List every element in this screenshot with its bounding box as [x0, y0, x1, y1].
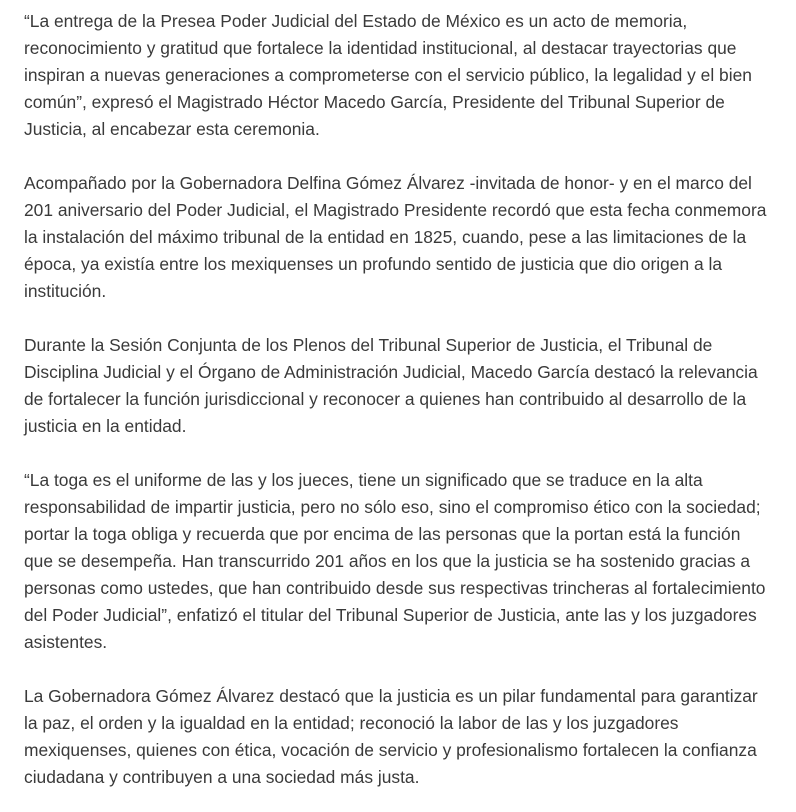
article-paragraph: “La toga es el uniforme de las y los jueces, tiene un significado que se traduce en la alta responsabilidad de impartir justicia, pero no sólo eso, sino el compromiso ético con la sociedad; portar la toga obliga y recuerda que por encima de las personas que la portan está la función que se desempeña. Han transcurrido 201 años en los que la justicia se ha sostenido gracias a personas como ustedes, que han contribuido desde sus respectivas trincheras al fortalecimiento del Poder Judicial”, enfatizó el titular del Tribunal Superior de Justicia, ante las y los juzgadores asistentes.	[24, 470, 766, 652]
article-paragraph: La Gobernadora Gómez Álvarez destacó que la justicia es un pilar fundamental para garantizar la paz, el orden y la igualdad en la entidad; reconoció la labor de las y los juzgadores mexiquenses, quienes con ética, vocación de servicio y profesionalismo fortalecen la confianza ciudadana y contribuyen a una sociedad más justa.	[24, 686, 758, 787]
article-paragraph: Durante la Sesión Conjunta de los Plenos del Tribunal Superior de Justicia, el Tribunal de Disciplina Judicial y el Órgano de Administración Judicial, Macedo García destacó la relevancia de fortalecer la función jurisdiccional y reconocer a quienes han contribuido al desarrollo de la justicia en la entidad.	[24, 335, 758, 436]
article-paragraph: Acompañado por la Gobernadora Delfina Gómez Álvarez -invitada de honor- y en el marco del 201 aniversario del Poder Judicial, el Magistrado Presidente recordó que esta fecha conmemora la instalación del máximo tribunal de la entidad en 1825, cuando, pese a las limitaciones de la época, ya existía entre los mexiquenses un profundo sentido de justicia que dio origen a la institución.	[24, 173, 767, 301]
article-paragraph: “La entrega de la Presea Poder Judicial del Estado de México es un acto de memoria, reconocimiento y gratitud que fortalece la identidad institucional, al destacar trayectorias que inspiran a nuevas generaciones a comprometerse con el servicio público, la legalidad y el bien común”, expresó el Magistrado Héctor Macedo García, Presidente del Tribunal Superior de Justicia, al encabezar esta ceremonia.	[24, 11, 752, 139]
